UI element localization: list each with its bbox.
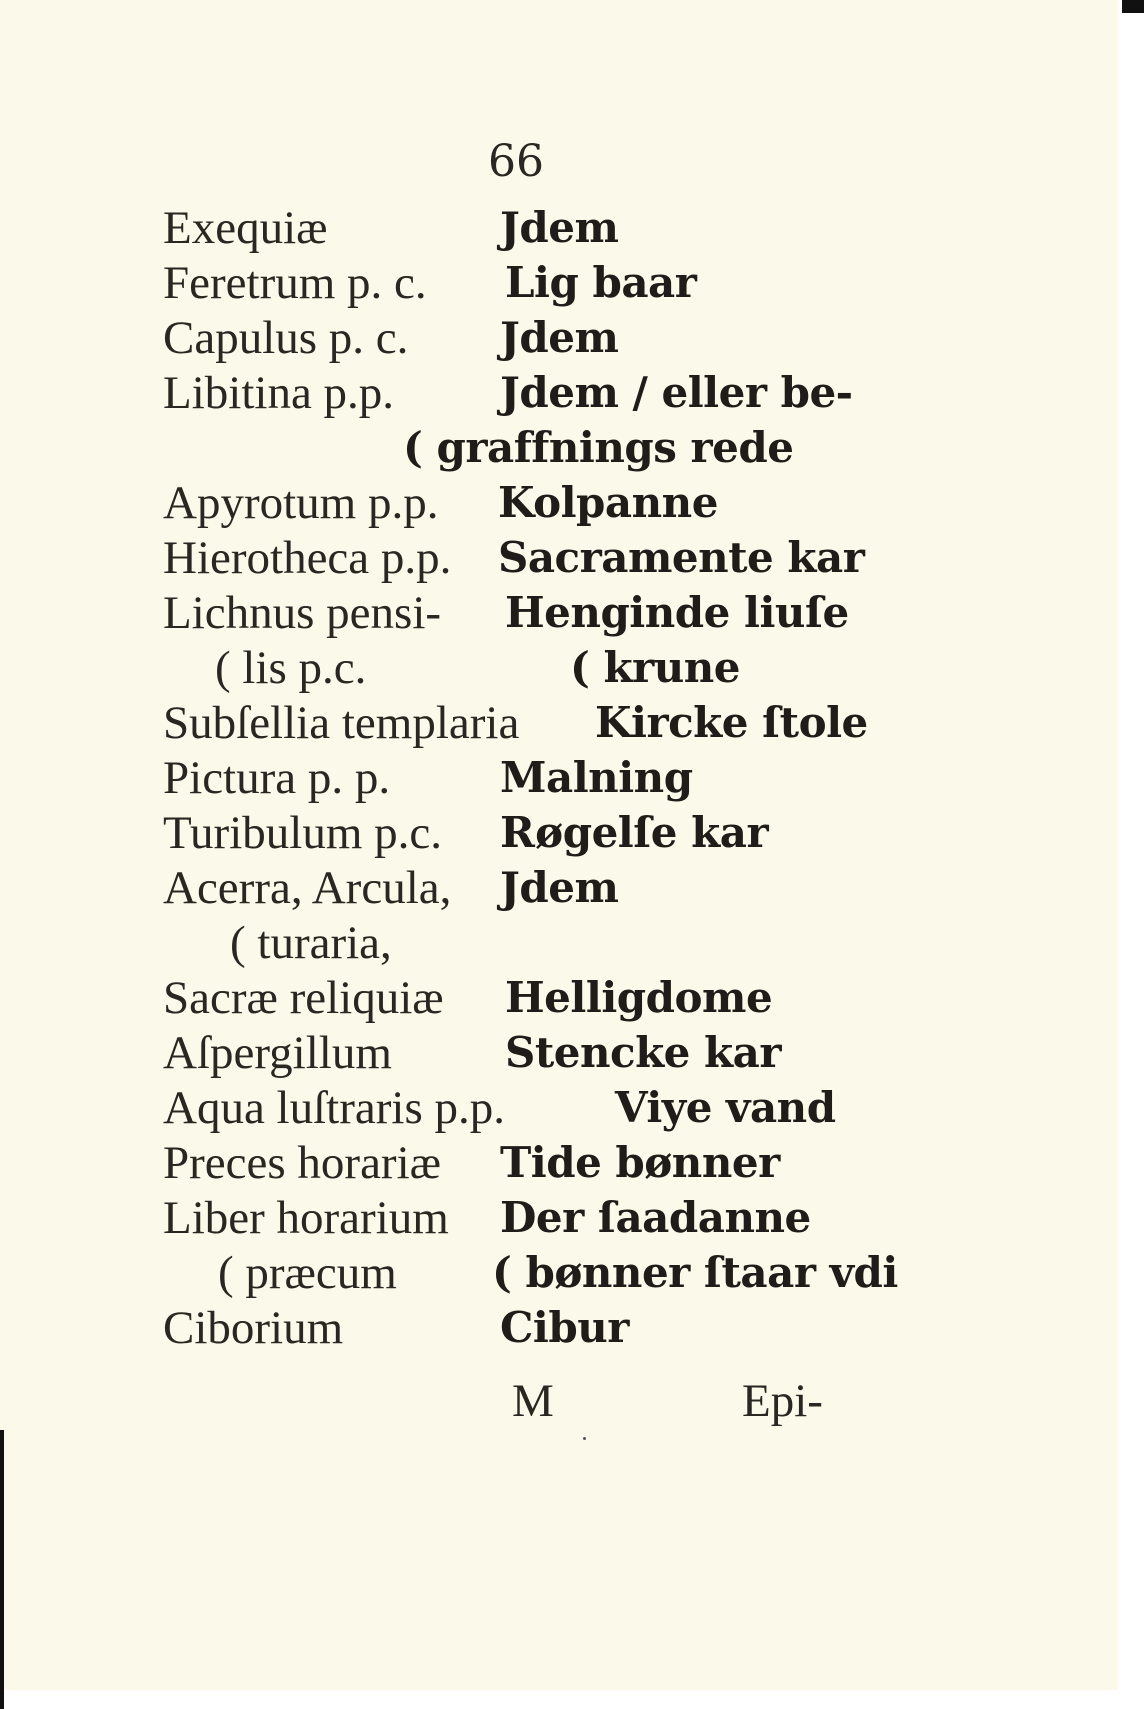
danish-term: Jdem / eller be- (500, 368, 853, 417)
latin-term-continuation: ( turaria, (230, 917, 392, 969)
latin-term: Subſellia templaria (163, 697, 520, 749)
danish-term: Jdem (500, 313, 619, 362)
latin-term: Capulus p. c. (163, 312, 409, 364)
latin-term-continuation: ( præcum (218, 1247, 397, 1299)
latin-term: Hierotheca p.p. (163, 532, 452, 584)
latin-term: Sacræ reliquiæ (163, 972, 444, 1024)
latin-term: Pictura p. p. (163, 752, 391, 804)
latin-term: Liber horarium (163, 1192, 449, 1244)
danish-term: Malning (500, 753, 693, 802)
danish-term-continuation: ( krune (570, 643, 741, 692)
danish-term: Jdem (500, 863, 619, 912)
danish-term-continuation: ( graffnings rede (403, 423, 794, 472)
latin-term: Libitina p.p. (163, 367, 395, 419)
latin-term: Feretrum p. c. (163, 257, 427, 309)
danish-term: Tide bønner (500, 1138, 780, 1187)
danish-term: Der ſaadanne (500, 1193, 811, 1242)
danish-term: Stencke kar (505, 1028, 781, 1077)
latin-term: Acerra, Arcula, (163, 862, 452, 914)
latin-term-continuation: ( lis p.c. (215, 642, 367, 694)
scan-margin-bottom (0, 1690, 1144, 1709)
latin-term: Lichnus pensi- (163, 587, 442, 639)
danish-term: Cibur (500, 1303, 629, 1352)
danish-term: Helligdome (505, 973, 773, 1022)
latin-term: Ciborium (163, 1302, 344, 1354)
danish-term: Viye vand (615, 1083, 836, 1132)
latin-term: Exequiæ (163, 202, 328, 254)
danish-term: Hengindе liuſe (505, 588, 849, 637)
latin-term: Apyrotum p.p. (163, 477, 439, 529)
latin-term: Aqua luſtraris p.p. (163, 1082, 505, 1134)
ink-speck (583, 1437, 586, 1440)
catchword: Epi- (742, 1375, 823, 1427)
page-number: 66 (488, 136, 544, 187)
signature-mark: M (512, 1375, 554, 1427)
danish-term: Kircke ſtole (595, 698, 868, 747)
scan-margin-right (1118, 0, 1144, 1709)
danish-term-continuation: ( bønner ſtaar vdi (492, 1248, 898, 1297)
latin-term: Aſpergillum (163, 1027, 392, 1079)
danish-term: Sacramente kar (498, 533, 865, 582)
scan-mark (0, 1430, 4, 1709)
latin-term: Preces horariæ (163, 1137, 441, 1189)
danish-term: Kolpanne (498, 478, 718, 527)
danish-term: Jdem (500, 203, 619, 252)
latin-term: Turibulum p.c. (163, 807, 442, 859)
danish-term: Lig baar (505, 258, 697, 307)
scan-mark (1122, 0, 1144, 13)
danish-term: Røgelſe kar (500, 808, 769, 857)
